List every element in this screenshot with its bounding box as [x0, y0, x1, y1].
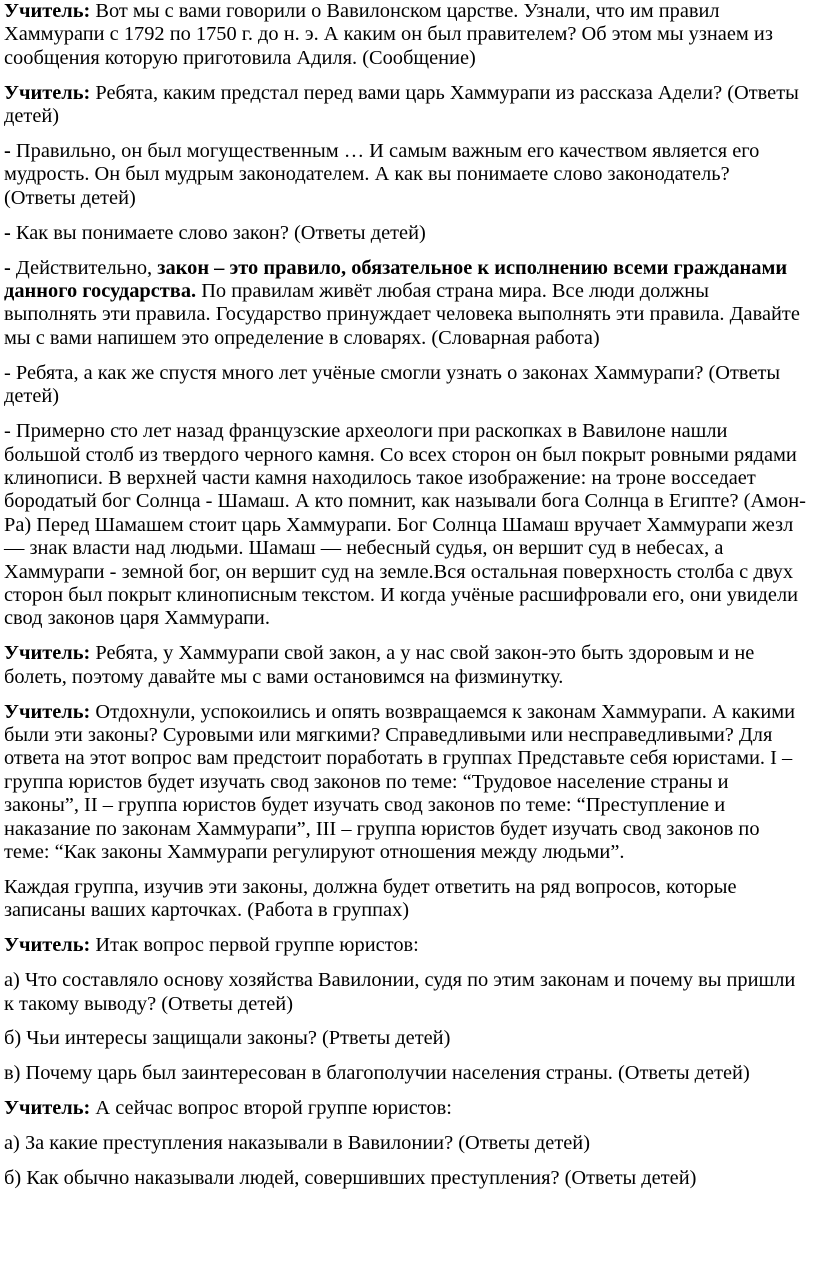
- paragraph-3: [4, 140, 806, 210]
- paragraph-12: [4, 969, 806, 1016]
- paragraph-text: Вот мы с вами говорили о Вавилонском царстве. Узнали, что им правил Хаммурапи с 1792 по 1750 г. до н. э. А каким он был правителем? Об этом мы узнаем из сообщения которую приготовила Адиля. (Сообщение): [4, 0, 773, 69]
- paragraph-11: [4, 934, 806, 957]
- paragraph-14: [4, 1062, 806, 1085]
- paragraph-1: [4, 0, 806, 70]
- paragraph-intro: Действительно,: [10, 256, 158, 279]
- paragraph-text: а) Что составляло основу хозяйства Вавилонии, судя по этим законам и почему вы пришли к такому выводу? (Ответы детей): [4, 969, 796, 1015]
- dash-marker: -: [4, 221, 11, 244]
- speaker-label: Учитель:: [4, 1097, 91, 1120]
- paragraph-text: а) За какие преступления наказывали в Вавилонии? (Ответы детей): [4, 1132, 591, 1155]
- paragraph-7: [4, 420, 806, 631]
- speaker-label: Учитель:: [4, 700, 91, 723]
- paragraph-text: - Примерно сто лет назад французские археологи при раскопках в Вавилоне нашли большой столб из твердого черного камня. Со всех сторон он был покрыт ровными рядами клинописи. В верхней части камня находилось такое изображение: на троне восседает бородатый бог Солнца - Шамаш. А кто помнит, как называли бога Солнца в Египте? (Амон-Ра) Перед Шамашем стоит царь Хаммурапи. Бог Солнца Шамаш вручает Хаммурапи жезл — знак власти над людьми. Шамаш — небесный судья, он вершит суд в небесах, а Хаммурапи - земной бог, он вершит суд на земле.Вся остальная поверхность столба с двух сторон был покрыт клинописным текстом. И когда учёные расшифровали его, они увидели свод законов царя Хаммурапи.: [4, 420, 806, 630]
- paragraph-text: По правилам живёт любая страна мира. Все люди должны выполнять эти правила. Государство принуждает человека выполнять эти правила. Давайте мы с вами напишем это определение в словарях. (Словарная работа): [4, 280, 800, 349]
- paragraph-text: Итак вопрос первой группе юристов:: [90, 934, 419, 957]
- paragraph-8: [4, 642, 806, 689]
- speaker-label: Учитель:: [4, 642, 91, 665]
- paragraph-10: [4, 876, 806, 923]
- dash-marker: -: [4, 256, 11, 279]
- paragraph-16: [4, 1132, 806, 1155]
- paragraph-text: Отдохнули, успокоились и опять возвращаемся к законам Хаммурапи. А какими были эти законы? Суровыми или мягкими? Справедливыми или несправедливыми? Для ответа на этот вопрос вам предстоит поработать в группах Представьте себя юристами. I – группа юристов будет изучать свод законов по теме: “Трудовое население страны и законы”, II – группа юристов будет изучать свод законов по теме: “Преступление и наказание по законам Хаммурапи”, III – группа юристов будет изучать свод законов по теме: “Как законы Хаммурапи регулируют отношения между людьми”.: [4, 700, 796, 863]
- paragraph-text: Правильно, он был могущественным … И самым важным его качеством является его мудрость. Он был мудрым законодателем. А как вы понимаете слово законодатель? (Ответы детей): [4, 140, 760, 209]
- paragraph-text: Как вы понимаете слово закон? (Ответы детей): [10, 221, 426, 244]
- speaker-label: Учитель:: [4, 0, 91, 22]
- paragraph-text: А сейчас вопрос второй группе юристов:: [90, 1097, 452, 1120]
- paragraph-text: б) Чьи интересы защищали законы? (Ртветы детей): [4, 1027, 451, 1050]
- paragraph-15: [4, 1097, 806, 1120]
- paragraph-4: [4, 222, 806, 245]
- paragraph-text: - Ребята, а как же спустя много лет учёные смогли узнать о законах Хаммурапи? (Ответы детей): [4, 361, 781, 408]
- paragraph-17: [4, 1167, 806, 1190]
- paragraph-text: Ребята, каким предстал перед вами царь Хаммурапи из рассказа Адели? (Ответы детей): [4, 81, 799, 128]
- paragraph-6: [4, 362, 806, 409]
- paragraph-9: [4, 701, 806, 865]
- paragraph-5: [4, 257, 806, 351]
- paragraph-text: Каждая группа, изучив эти законы, должна будет ответить на ряд вопросов, которые записаны ваших карточках. (Работа в группах): [4, 875, 737, 922]
- paragraph-2: [4, 82, 806, 129]
- paragraph-13: [4, 1027, 806, 1050]
- dash-marker: -: [4, 140, 11, 163]
- paragraph-text: Ребята, у Хаммурапи свой закон, а у нас свой закон-это быть здоровым и не болеть, поэтому давайте мы с вами остановимся на физминутку.: [4, 642, 755, 688]
- paragraph-text: в) Почему царь был заинтересован в благополучии населения страны. (Ответы детей): [4, 1062, 750, 1085]
- law-definition: закон – это правило, обязательное к исполнению всеми гражданами данного государства.: [4, 256, 788, 303]
- speaker-label: Учитель:: [4, 934, 91, 957]
- speaker-label: Учитель:: [4, 81, 91, 104]
- paragraph-text: б) Как обычно наказывали людей, совершивших преступления? (Ответы детей): [4, 1167, 697, 1190]
